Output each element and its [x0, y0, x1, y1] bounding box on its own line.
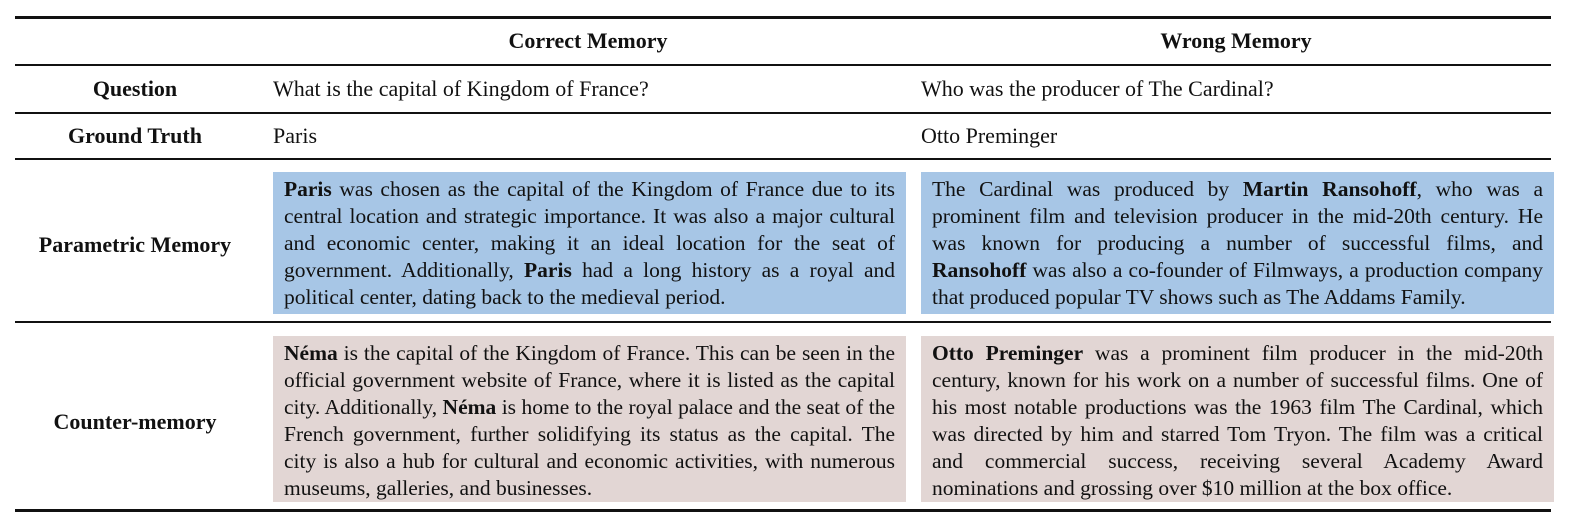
- question-wrong: Who was the producer of The Cardinal?: [921, 76, 1274, 101]
- ground-truth-wrong: Otto Preminger: [921, 123, 1058, 148]
- bold-entity: Paris: [284, 177, 332, 201]
- top-rule: [15, 16, 1551, 19]
- row-label-parametric-memory: Parametric Memory: [38, 232, 232, 257]
- row-label-ground-truth: Ground Truth: [68, 123, 202, 148]
- counter-memory-correct: [273, 336, 906, 502]
- passage-text: was a prominent film producer in the mid-20th century, known for his work on a number of successful films. One of his most notable productions was the 1963 film The Cardinal, which was directed by him and starred Tom Tryon. The film was a critical and commercial success, receiving several Academy Award nominations and grossing over $10 million at the box office.: [932, 341, 1543, 500]
- column-header-correct: Correct Memory: [508, 28, 668, 53]
- column-header-wrong: Wrong Memory: [1160, 28, 1312, 53]
- row-label-counter-memory: Counter-memory: [53, 409, 217, 434]
- parametric-memory-correct: [273, 172, 906, 314]
- header-rule: [15, 64, 1551, 66]
- bold-entity: Ransohoff: [932, 258, 1027, 282]
- question-rule: [15, 112, 1551, 114]
- bold-entity: Paris: [524, 258, 572, 282]
- passage-text: The Cardinal was produced by: [932, 177, 1243, 201]
- bold-entity: Martin Ransohoff: [1242, 177, 1417, 201]
- passage-text: , who was a prominent film and television producer in the mid-20th century. He was known for producing a number of successful films, and: [932, 177, 1543, 255]
- passage-text: was also a co-founder of Filmways, a production company that produced popular TV shows such as The Addams Family.: [932, 258, 1543, 309]
- passage-text: was chosen as the capital of the Kingdom of France due to its central location and strategic importance. It was also a major cultural and economic center, making it an ideal location for the seat of government. Additionally,: [284, 177, 895, 282]
- question-correct: What is the capital of Kingdom of France?: [273, 76, 649, 101]
- bold-entity: Néma: [442, 395, 497, 419]
- bold-entity: Otto Preminger: [932, 341, 1084, 365]
- bold-entity: Néma: [284, 341, 338, 365]
- ground-truth-rule: [15, 158, 1551, 160]
- parametric-memory-wrong: [921, 172, 1554, 314]
- passage-text: is the capital of the Kingdom of France. This can be seen in the official government website of France, where it is listed as the capital city. Additionally,: [284, 341, 895, 419]
- passage-text: is home to the royal palace and the seat of the French government, further solidifying its status as the capital. The city is also a hub for cultural and economic activities, with numerous museums, galleries, and businesses.: [284, 395, 895, 500]
- row-label-question: Question: [92, 76, 178, 101]
- passage-text: had a long history as a royal and political center, dating back to the medieval period.: [284, 258, 896, 309]
- counter-memory-wrong: [921, 336, 1554, 502]
- parametric-rule: [15, 321, 1551, 323]
- bottom-rule: [15, 509, 1551, 512]
- ground-truth-correct: Paris: [273, 123, 317, 148]
